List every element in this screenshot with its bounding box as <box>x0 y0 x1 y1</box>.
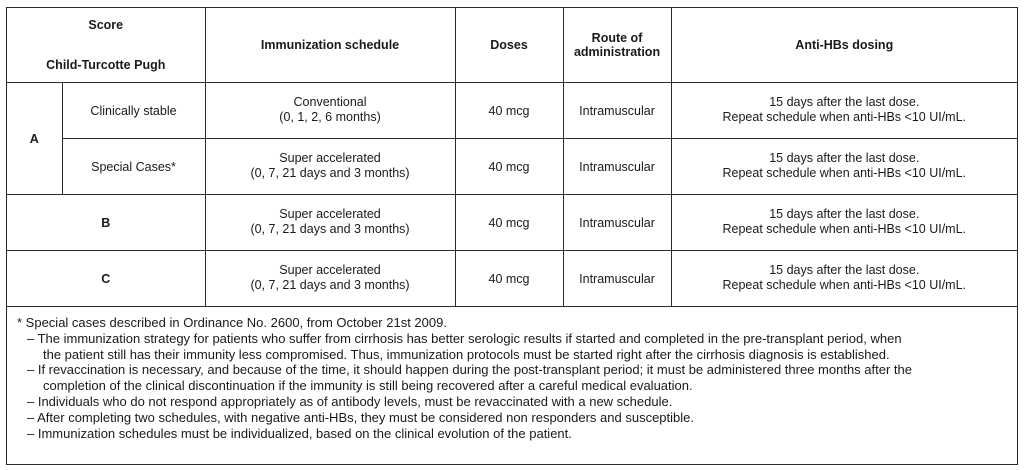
schedule-detail: (0, 1, 2, 6 months) <box>279 109 381 124</box>
subgroup-cell: Special Cases* <box>62 139 205 195</box>
header-antihbs: Anti-HBs dosing <box>671 8 1017 83</box>
antihbs-cell <box>671 139 1017 195</box>
score-cell: B <box>7 195 205 251</box>
schedule-cell <box>205 195 455 251</box>
antihbs-cell <box>671 251 1017 307</box>
header-route <box>563 8 671 83</box>
antihbs-cell <box>671 83 1017 139</box>
doses-cell: 40 mcg <box>455 139 563 195</box>
antihbs-line1: 15 days after the last dose. <box>769 262 920 277</box>
footnote-item-continued: the patient still has their immunity less compromised. Thus, immunization protocols must be started right after the cirrhosis diagnosis is established. <box>43 346 890 362</box>
schedule-cell <box>205 83 455 139</box>
schedule-cell <box>205 139 455 195</box>
header-row <box>7 8 1017 83</box>
header-score-line2: Child-Turcotte Pugh <box>46 58 166 72</box>
route-cell: Intramuscular <box>563 139 671 195</box>
subgroup-cell: Clinically stable <box>62 83 205 139</box>
footnote-item-continued: completion of the clinical discontinuation if the immunity is still being recovered after a careful medical evaluation. <box>43 378 693 394</box>
schedule-cell <box>205 251 455 307</box>
antihbs-line2: Repeat schedule when anti-HBs <10 UI/mL. <box>722 165 967 180</box>
schedule-detail: (0, 7, 21 days and 3 months) <box>250 221 410 236</box>
schedule-name: Super accelerated <box>279 150 381 165</box>
table-row <box>7 139 1017 195</box>
doses-cell: 40 mcg <box>455 83 563 139</box>
table-row <box>7 195 1017 251</box>
antihbs-line2: Repeat schedule when anti-HBs <10 UI/mL. <box>722 277 967 292</box>
route-cell: Intramuscular <box>563 251 671 307</box>
antihbs-line1: 15 days after the last dose. <box>769 94 920 109</box>
antihbs-line2: Repeat schedule when anti-HBs <10 UI/mL. <box>722 109 967 124</box>
footnote-special-cases: * Special cases described in Ordinance No. 2600, from October 21st 2009. <box>17 315 447 330</box>
header-route-line1: Route of <box>591 31 643 45</box>
antihbs-line1: 15 days after the last dose. <box>769 150 920 165</box>
doses-cell: 40 mcg <box>455 251 563 307</box>
schedule-name: Super accelerated <box>279 262 381 277</box>
header-route-line2: administration <box>573 45 661 59</box>
doses-cell: 40 mcg <box>455 195 563 251</box>
schedule-detail: (0, 7, 21 days and 3 months) <box>250 165 410 180</box>
header-score-line1: Score <box>88 18 124 32</box>
antihbs-line2: Repeat schedule when anti-HBs <10 UI/mL. <box>722 221 967 236</box>
table-row <box>7 83 1017 139</box>
footnote-item: – If revaccination is necessary, and because of the time, it should happen during the post-transplant period; it must be administered three months after the <box>27 362 912 378</box>
header-schedule: Immunization schedule <box>205 8 455 83</box>
immunization-table <box>7 8 1017 307</box>
footnotes <box>7 307 1017 441</box>
score-cell: A <box>7 83 62 195</box>
antihbs-cell <box>671 195 1017 251</box>
antihbs-line1: 15 days after the last dose. <box>769 206 920 221</box>
table-row <box>7 251 1017 307</box>
footnote-item: – The immunization strategy for patients who suffer from cirrhosis has better serologic results if started and completed in the pre-transplant period, when <box>27 330 902 346</box>
footnote-item: – Individuals who do not respond appropriately as of antibody levels, must be revaccinated with a new schedule. <box>27 393 673 409</box>
schedule-name: Conventional <box>293 94 367 109</box>
score-cell: C <box>7 251 205 307</box>
schedule-name: Super accelerated <box>279 206 381 221</box>
header-score <box>7 8 205 83</box>
footnote-item: – Immunization schedules must be individualized, based on the clinical evolution of the patient. <box>27 425 572 441</box>
schedule-detail: (0, 7, 21 days and 3 months) <box>250 277 410 292</box>
route-cell: Intramuscular <box>563 195 671 251</box>
header-doses: Doses <box>455 8 563 83</box>
route-cell: Intramuscular <box>563 83 671 139</box>
table-frame <box>6 7 1018 465</box>
footnote-item: – After completing two schedules, with negative anti-HBs, they must be considered non responders and susceptible. <box>27 409 694 425</box>
